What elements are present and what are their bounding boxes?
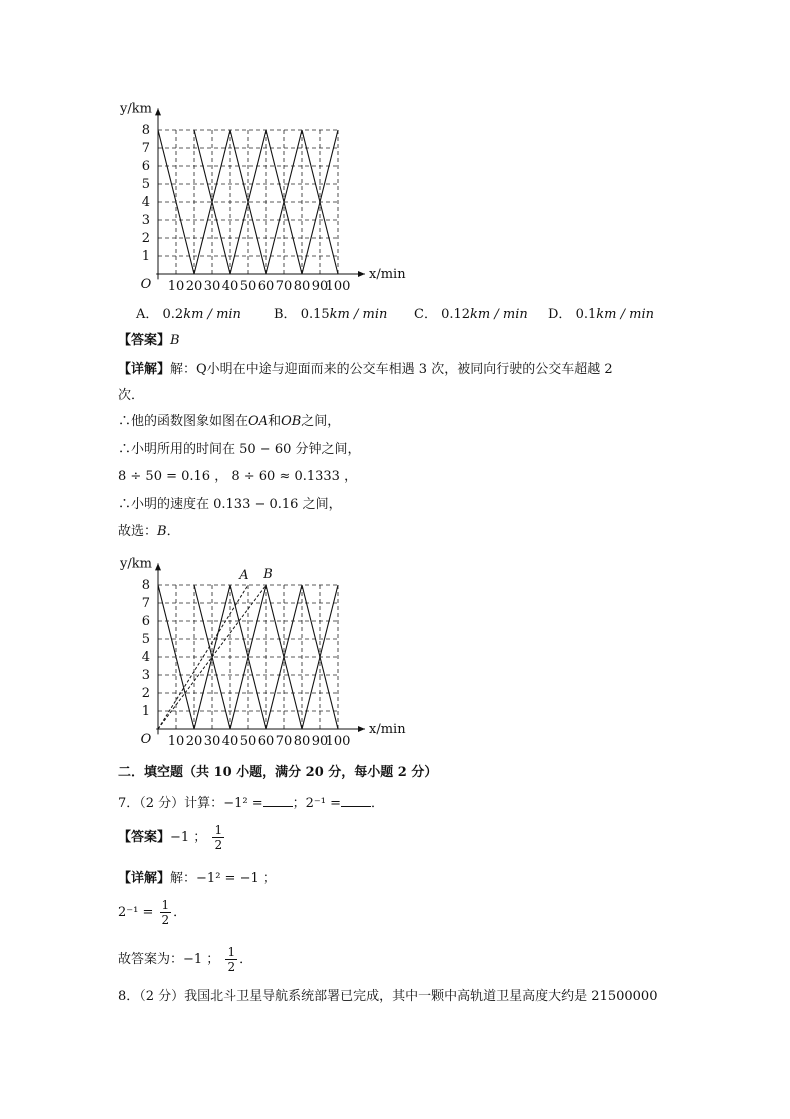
- x-axis-arrow: [358, 271, 365, 277]
- y-tick-label: 2: [141, 686, 150, 701]
- origin-label: O: [140, 732, 152, 747]
- y-tick-label: 6: [141, 614, 150, 629]
- x-tick-label: 70: [275, 279, 293, 294]
- x-tick-label: 10: [167, 279, 185, 294]
- x-axis-label: x/min: [369, 722, 406, 737]
- x-tick-label: 80: [293, 279, 311, 294]
- q8-stem: 8．（2 分）我国北斗卫星导航系统部署已完成，其中一颗中高轨道卫星高度大约是 21500000: [118, 989, 658, 1004]
- y-tick-label: 5: [141, 632, 150, 647]
- y-tick-label: 7: [141, 596, 150, 611]
- y-tick-label: 4: [141, 195, 150, 210]
- x-axis-arrow: [358, 726, 365, 732]
- y-tick-label: 1: [141, 249, 150, 264]
- option-b[interactable]: B． 0.15km / min: [274, 307, 388, 322]
- y-tick-label: 7: [141, 141, 150, 156]
- y-axis-arrow: [155, 563, 161, 570]
- q7-blank-1[interactable]: [263, 794, 293, 807]
- fraction: $\frac{1}{2}$: [161, 898, 170, 927]
- y-tick-label: 8: [141, 578, 150, 593]
- section-2-title: 二．填空题（共 10 小题，满分 20 分，每小题 2 分）: [118, 765, 438, 780]
- x-tick-label: 40: [221, 279, 239, 294]
- q7-detail-line-1: 【详解】解：−1² = −1 ；: [118, 871, 276, 886]
- y-tick-label: 8: [141, 123, 150, 138]
- x-tick-label: 20: [185, 734, 203, 749]
- q6-detail-line-3: ∴他的函数图象如图在OA和OB之间，: [118, 414, 341, 429]
- x-tick-label: 60: [257, 279, 275, 294]
- x-tick-label: 60: [257, 734, 275, 749]
- q7-blank-2[interactable]: [341, 794, 371, 807]
- x-tick-label: 30: [203, 279, 221, 294]
- option-c[interactable]: C． 0.12km / min: [414, 307, 528, 322]
- q6-detail-line-2: 次．: [118, 388, 145, 403]
- x-tick-label: 80: [293, 734, 311, 749]
- x-tick-label: 50: [239, 734, 257, 749]
- y-tick-label: 3: [141, 213, 150, 228]
- y-tick-label: 1: [141, 704, 150, 719]
- q6-detail-line-7: 故选：B．: [118, 524, 180, 539]
- point-a-label: A: [239, 568, 249, 583]
- option-d[interactable]: D． 0.1km / min: [548, 307, 654, 322]
- graph-2: [100, 543, 420, 753]
- x-tick-label: 40: [221, 734, 239, 749]
- x-tick-label: 20: [185, 279, 203, 294]
- x-tick-label: 30: [203, 734, 221, 749]
- x-tick-label: 100: [325, 279, 351, 294]
- origin-label: O: [140, 277, 152, 292]
- x-tick-label: 90: [311, 279, 329, 294]
- y-axis-label: y/km: [120, 101, 152, 117]
- q7-final-answer: 故答案为：−1 ； $\frac{1}{2}$ ．: [118, 945, 253, 974]
- x-tick-label: 50: [239, 279, 257, 294]
- q6-detail-line-1: 【详解】解：Q小明在中途与迎面而来的公交车相遇 3 次，被同向行驶的公交车超越 2: [118, 362, 613, 377]
- q7-answer: 【答案】−1 ； $\frac{1}{2}$: [118, 823, 223, 852]
- y-tick-label: 3: [141, 668, 150, 683]
- graph-1: [100, 88, 420, 298]
- point-b-label: B: [263, 567, 273, 582]
- q6-detail-line-6: ∴小明的速度在 0.133 − 0.16 之间，: [118, 497, 342, 512]
- y-axis-arrow: [155, 108, 161, 115]
- q7-detail-line-2: 2⁻¹ = $\frac{1}{2}$ ．: [118, 898, 187, 927]
- x-tick-label: 10: [167, 734, 185, 749]
- q6-detail-line-4: ∴小明所用的时间在 50 − 60 分钟之间，: [118, 442, 361, 457]
- fraction: $\frac{1}{2}$: [214, 823, 223, 852]
- x-tick-label: 90: [311, 734, 329, 749]
- fraction: $\frac{1}{2}$: [227, 945, 236, 974]
- option-a[interactable]: A． 0.2km / min: [136, 307, 241, 322]
- y-tick-label: 5: [141, 177, 150, 192]
- y-tick-label: 4: [141, 650, 150, 665]
- y-axis-label: y/km: [120, 556, 152, 572]
- q6-detail-line-5: 8 ÷ 50 = 0.16 ， 8 ÷ 60 ≈ 0.1333 ，: [118, 469, 358, 484]
- y-tick-label: 2: [141, 231, 150, 246]
- x-axis-label: x/min: [369, 267, 406, 282]
- q6-answer: 【答案】B: [118, 333, 180, 348]
- y-tick-label: 6: [141, 159, 150, 174]
- q7-stem: 7．（2 分）计算：−1² = ；2⁻¹ = ．: [118, 796, 384, 811]
- x-tick-label: 70: [275, 734, 293, 749]
- x-tick-label: 100: [325, 734, 351, 749]
